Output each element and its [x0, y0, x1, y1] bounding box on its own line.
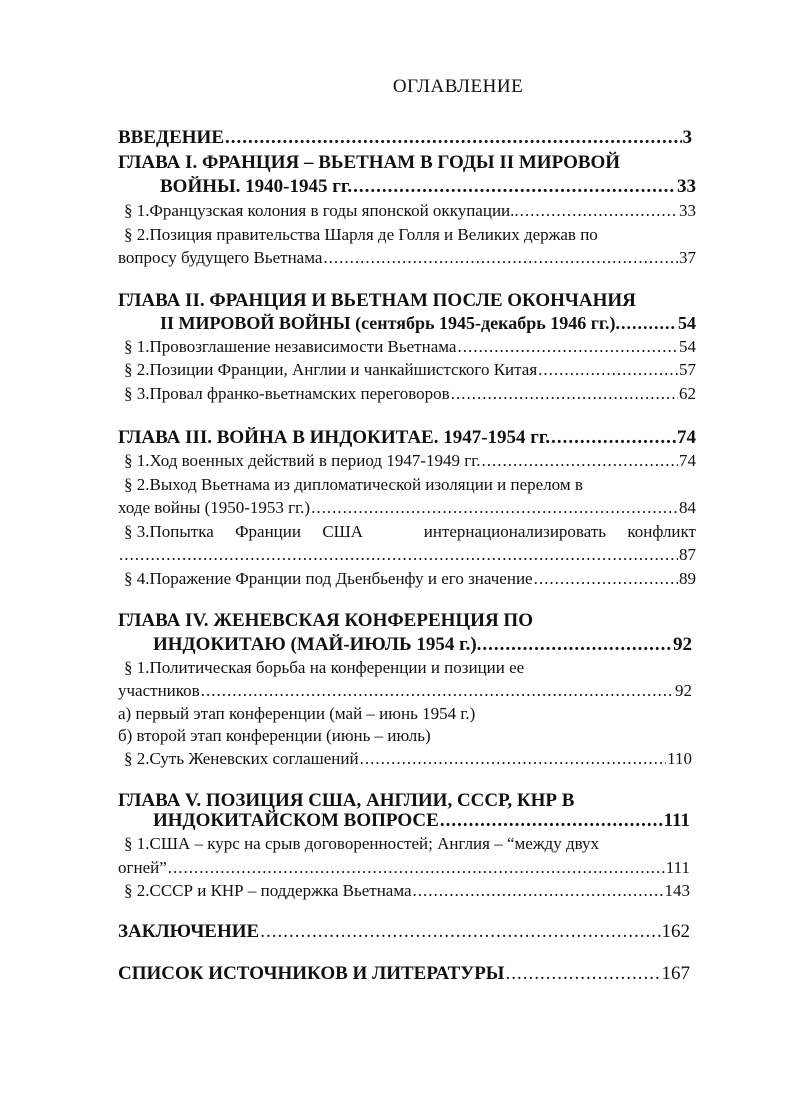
- leader-dots: [520, 201, 678, 221]
- page-number: 111: [663, 810, 690, 831]
- page-number: 92: [675, 681, 692, 700]
- leader-dots: [119, 545, 678, 565]
- page-number: 33: [677, 176, 696, 197]
- chapter-1-heading: ГЛАВА I. ФРАНЦИЯ – ВЬЕТНАМ В ГОДЫ II МИРОВОЙ: [118, 152, 621, 173]
- page-number: 33: [679, 201, 696, 220]
- page-number: 87: [679, 545, 696, 564]
- toc-entry-ch2-s3: [124, 384, 696, 404]
- leader-dots: [482, 451, 678, 471]
- leader-dots: [440, 810, 663, 832]
- toc-entry-ch2-s2: [124, 360, 696, 380]
- ch4-subitem-a: а) первый этап конференции (май – июнь 1954 г.): [118, 704, 476, 723]
- entry-text: ЗАКЛЮЧЕНИЕ: [118, 921, 260, 942]
- toc-entry-ch2-s1: [124, 337, 696, 357]
- entry-text: § 4.Поражение Франции под Дьенбьенфу и его значение: [124, 569, 533, 588]
- ch3-s3-word: Франции: [235, 522, 301, 541]
- chapter-5-heading: ГЛАВА V. ПОЗИЦИЯ США, АНГЛИИ, СССР, КНР В: [118, 790, 575, 811]
- toc-entry-sources: [118, 963, 690, 985]
- page-number: 84: [679, 498, 696, 517]
- ch3-s3-word: конфликт: [627, 522, 696, 541]
- page-number: 37: [679, 248, 696, 267]
- leader-dots: [621, 313, 677, 334]
- ch3-s3-word: § 3.Попытка: [124, 522, 214, 541]
- leader-dots: [311, 498, 678, 518]
- toc-entry-conclusion: [118, 921, 690, 943]
- page-number: 54: [679, 337, 696, 356]
- leader-dots: [323, 248, 678, 268]
- toc-entry-ch3-s1: [124, 451, 696, 471]
- leader-dots: [551, 427, 676, 449]
- page-number: 162: [661, 921, 690, 942]
- entry-text: § 2.СССР и КНР – поддержка Вьетнама: [124, 881, 412, 900]
- toc-entry-ch5-s1: [118, 858, 690, 878]
- entry-text: § 2.Позиции Франции, Англии и чанкайшистского Китая: [124, 360, 538, 379]
- entry-text: ИНДОКИТАЮ (МАЙ-ИЮЛЬ 1954 г.).: [153, 634, 482, 655]
- leader-dots: [360, 749, 667, 769]
- page-number: 74: [679, 451, 696, 470]
- entry-text: ВОЙНЫ. 1940-1945 гг.: [160, 176, 353, 197]
- leader-dots: [225, 127, 682, 149]
- ch4-s1-heading: § 1.Политическая борьба на конференции и позиции ее: [124, 658, 525, 677]
- entry-text: § 3.Провал франко-вьетнамских переговоров: [124, 384, 450, 403]
- toc-entry-ch1-s2: [118, 248, 696, 268]
- ch5-s1-heading: § 1.США – курс на срыв договоренностей; Англия – “между двух: [124, 834, 600, 853]
- toc-entry-intro: [118, 127, 692, 149]
- leader-dots: [451, 384, 678, 404]
- ch4-subitem-b: б) второй этап конференции (июнь – июль): [118, 726, 431, 745]
- leader-dots: [538, 360, 678, 380]
- toc-entry-ch4-s1: [118, 681, 692, 701]
- page-number: 89: [679, 569, 696, 588]
- entry-text: § 1.Ход военных действий в период 1947-1949 гг.: [124, 451, 481, 470]
- leader-dots: [534, 569, 678, 589]
- page-title: ОГЛАВЛЕНИЕ: [392, 76, 524, 97]
- leader-dots: [353, 176, 676, 198]
- chapter-2-heading: ГЛАВА II. ФРАНЦИЯ И ВЬЕТНАМ ПОСЛЕ ОКОНЧАНИЯ: [118, 290, 636, 311]
- entry-text: II МИРОВОЙ ВОЙНЫ (сентябрь 1945-декабрь 1946 гг.).: [160, 313, 621, 333]
- entry-text: огней”: [118, 858, 167, 877]
- page-number: 92: [673, 634, 692, 655]
- page-number: 143: [664, 881, 690, 900]
- ch1-s2-heading: § 2.Позиция правительства Шарля де Голля и Великих держав по: [124, 225, 598, 244]
- page-number: 57: [679, 360, 696, 379]
- chapter-4-heading: ГЛАВА IV. ЖЕНЕВСКАЯ КОНФЕРЕНЦИЯ ПО: [118, 610, 533, 631]
- toc-entry-chapter-2: [160, 313, 696, 334]
- page-number: 110: [667, 749, 692, 768]
- entry-text: § 1.Провозглашение независимости Вьетнама: [124, 337, 457, 356]
- entry-text: § 1.Французская колония в годы японской оккупации..: [124, 201, 519, 220]
- toc-entry-ch1-s1: [124, 201, 696, 221]
- page-number: 3: [682, 127, 692, 148]
- page-number: 167: [661, 963, 690, 984]
- toc-entry-chapter-5: [153, 810, 690, 832]
- leader-dots: [413, 881, 664, 901]
- entry-text: СПИСОК ИСТОЧНИКОВ И ЛИТЕРАТУРЫ: [118, 963, 505, 984]
- ch3-s3-word: США: [322, 522, 364, 541]
- toc-entry-chapter-4: [153, 634, 692, 656]
- page-number: 111: [665, 858, 690, 877]
- entry-text: ходе войны (1950-1953 гг.): [118, 498, 311, 517]
- entry-text: ГЛАВА III. ВОЙНА В ИНДОКИТАЕ. 1947-1954 гг.: [118, 427, 551, 448]
- ch3-s2-heading: § 2.Выход Вьетнама из дипломатической изоляции и перелом в: [124, 475, 583, 494]
- leader-dots: [201, 681, 674, 701]
- ch3-s3-heading: [124, 522, 696, 542]
- toc-entry-ch5-s2: [124, 881, 690, 901]
- leader-dots: [168, 858, 665, 878]
- page-number: 62: [679, 384, 696, 403]
- entry-text: вопросу будущего Вьетнама: [118, 248, 323, 267]
- toc-entry-chapter-3: [118, 427, 696, 449]
- page-number: 74: [677, 427, 696, 448]
- toc-entry-ch3-s4: [124, 569, 696, 589]
- entry-text: § 2.Суть Женевских соглашений: [124, 749, 359, 768]
- toc-entry-ch3-s2: [118, 498, 696, 518]
- page-number: 54: [678, 313, 696, 333]
- toc-entry-ch3-s3: [118, 545, 696, 565]
- ch3-s3-word: интернационализировать: [423, 522, 607, 541]
- toc-entry-chapter-1: [160, 176, 696, 198]
- leader-dots: [260, 921, 660, 943]
- toc-entry-ch4-s2: [124, 749, 692, 769]
- entry-text: ВВЕДЕНИЕ: [118, 127, 224, 148]
- entry-text: ИНДОКИТАЙСКОМ ВОПРОСЕ: [153, 810, 439, 831]
- entry-text: участников: [118, 681, 200, 700]
- leader-dots: [457, 337, 678, 357]
- leader-dots: [482, 634, 672, 656]
- leader-dots: [505, 963, 660, 985]
